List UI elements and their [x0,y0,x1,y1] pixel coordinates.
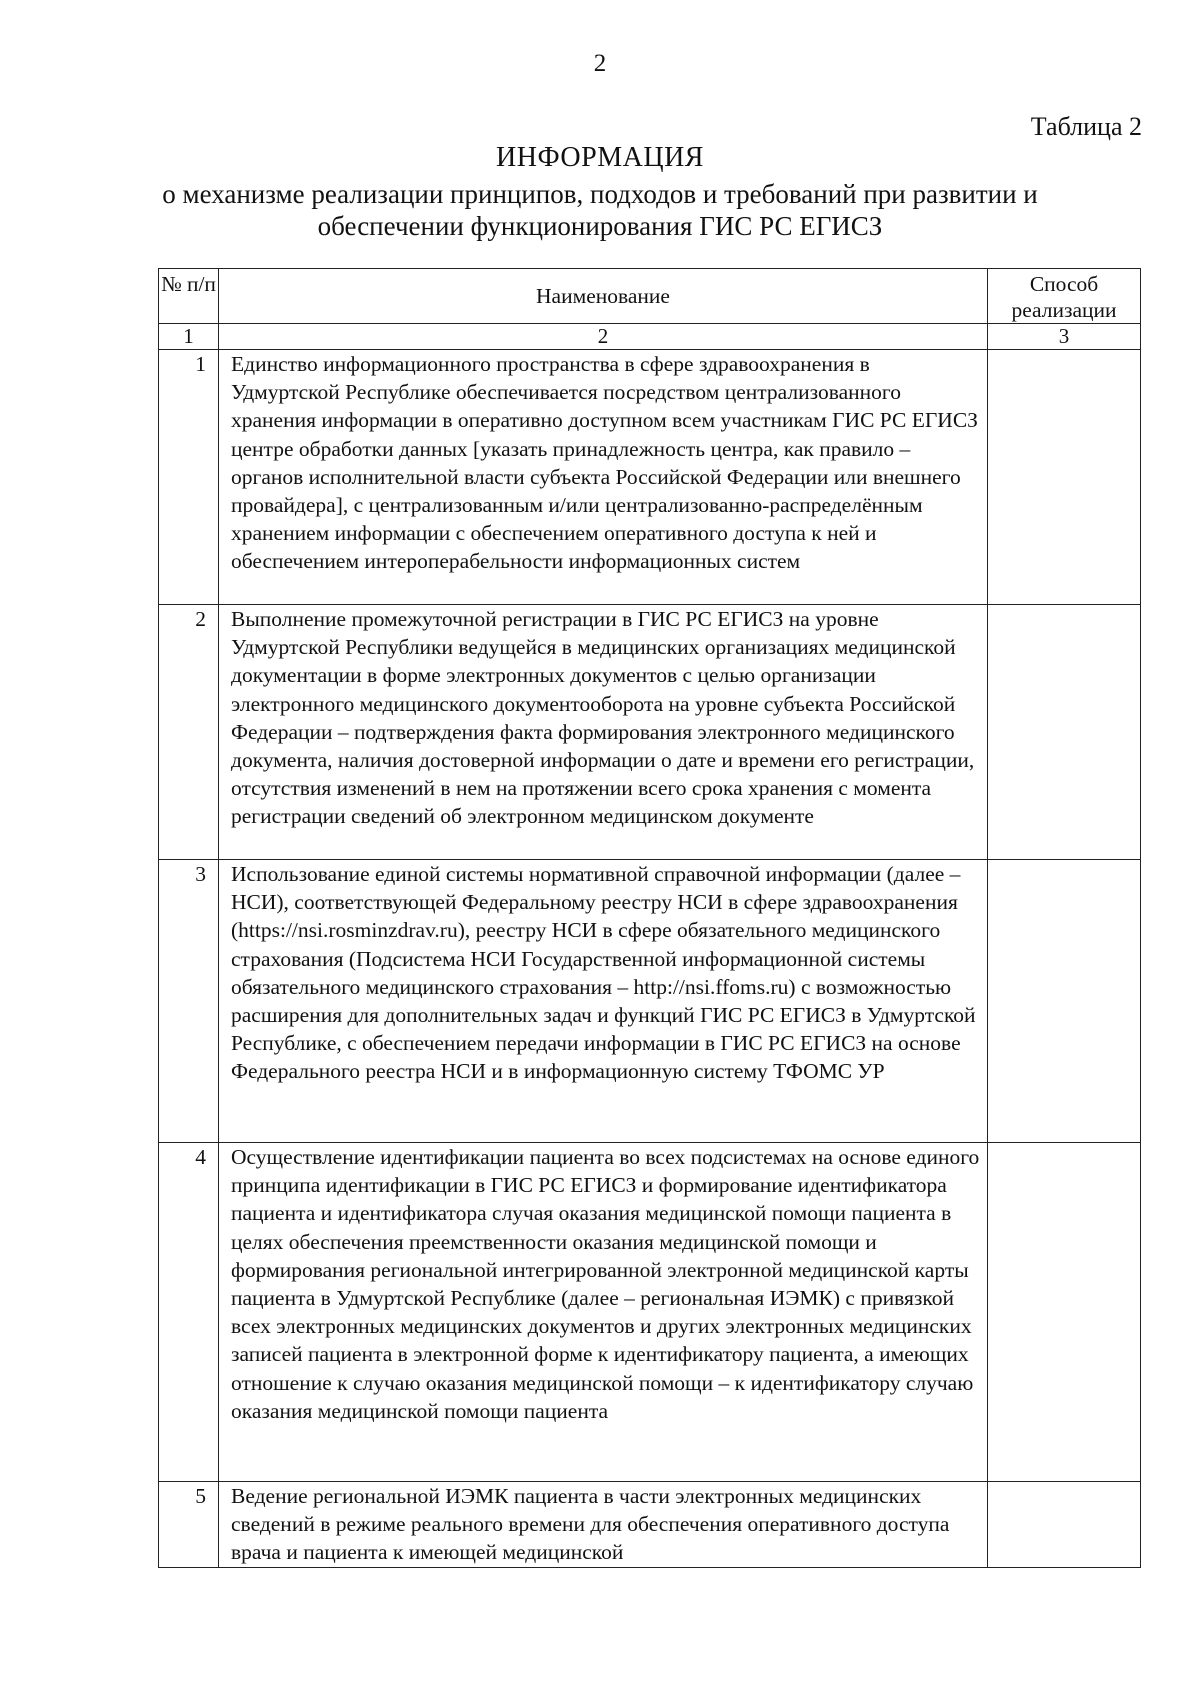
table-row [159,860,1141,1143]
column-index-3: 3 [988,324,1141,350]
column-index-2: 2 [219,324,988,350]
row-number: 2 [159,605,219,860]
row-number: 3 [159,860,219,1143]
table-row [159,1482,1141,1568]
row-number: 5 [159,1482,219,1568]
document-title: ИНФОРМАЦИЯ [496,142,704,173]
table-row [159,350,1141,605]
column-index-row [159,324,1141,350]
table-row [159,1143,1141,1482]
row-name: Осуществление идентификации пациента во всех подсистемах на основе единого принципа идентификации в ГИС РС ЕГИСЗ и формирование идентификатора пациента и идентификатора случая оказания медицинской помощи пациента в целях обеспечения преемственности оказания медицинской помощи и формирования региональной интегрированной электронной медицинской карты пациента в Удмуртской Республике (далее – региональная ИЭМК) с привязкой всех электронных медицинских документов и других электронных медицинских записей пациента в электронной форме к идентификатору пациента, а имеющих отношение к случаю оказания медицинской помощи – к идентификатору случаю оказания медицинской помощи пациента [219,1143,988,1482]
row-name: Ведение региональной ИЭМК пациента в части электронных медицинских сведений в режиме реального времени для обеспечения оперативного доступа врача и пациента к имеющей медицинской [219,1482,988,1568]
row-method [988,1143,1141,1482]
column-index-1: 1 [159,324,219,350]
row-method [988,860,1141,1143]
table-label: Таблица 2 [1030,112,1142,141]
row-method [988,605,1141,860]
page-number: 2 [593,50,607,77]
row-method [988,1482,1141,1568]
header-number: № п/п [159,269,219,324]
row-name: Использование единой системы нормативной справочной информации (далее – НСИ), соответствующей Федеральному реестру НСИ в сфере здравоохранения (https://nsi.rosminzdrav.ru), реестру НСИ в сфере обязательного медицинского страхования (Подсистема НСИ Государственной информационной системы обязательного медицинского страхования – http://nsi.ffoms.ru) с возможностью расширения для дополнительных задач и функций ГИС РС ЕГИСЗ в Удмуртской Республике, с обеспечением передачи информации в ГИС РС ЕГИСЗ на основе Федерального реестра НСИ и в информационную систему ТФОМС УР [219,860,988,1143]
row-name: Выполнение промежуточной регистрации в ГИС РС ЕГИСЗ на уровне Удмуртской Республики ведущейся в медицинских организациях медицинской документации в форме электронных документов с целью организации электронного медицинского документооборота на уровне субъекта Российской Федерации – подтверждения факта формирования электронного медицинского документа, наличия достоверной информации о дате и времени его регистрации, отсутствия изменений в нем на протяжении всего срока хранения с момента регистрации сведений об электронном медицинском документе [219,605,988,860]
table-row [159,605,1141,860]
header-method: Способ реализации [988,269,1141,324]
header-name: Наименование [219,269,988,324]
information-table [158,268,1141,1568]
table-header-row [159,269,1141,324]
row-number: 1 [159,350,219,605]
row-name: Единство информационного пространства в сфере здравоохранения в Удмуртской Республике обеспечивается посредством централизованного хранения информации в оперативно доступном всем участникам ГИС РС ЕГИСЗ центре обработки данных [указать принадлежность центра, как правило – органов исполнительной власти субъекта Российской Федерации или внешнего провайдера], с централизованным и/или централизованно-распределённым хранением информации с обеспечением оперативного доступа к ней и обеспечением интероперабельности информационных систем [219,350,988,605]
row-method [988,350,1141,605]
document-subtitle: о механизме реализации принципов, подходов и требований при развитии и обеспечении функционирования ГИС РС ЕГИСЗ [162,179,1038,241]
row-number: 4 [159,1143,219,1482]
